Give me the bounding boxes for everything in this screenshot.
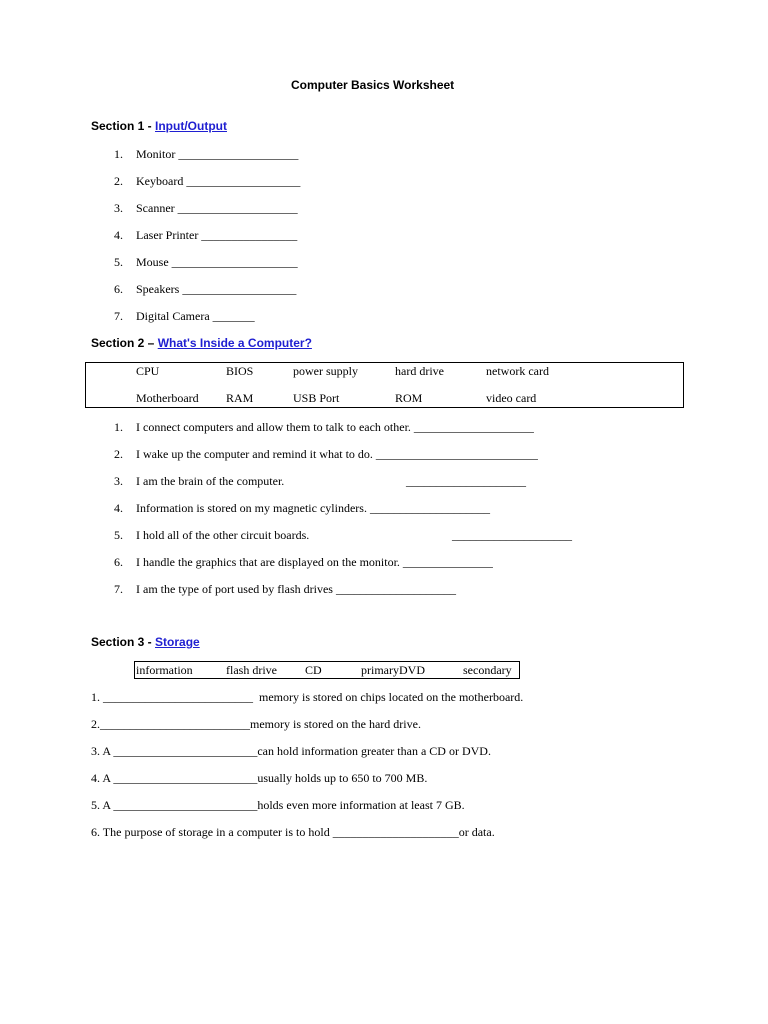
list-item-number: 3. bbox=[114, 474, 123, 488]
list-item: 3. A ________________________can hold information greater than a CD or DVD. bbox=[91, 744, 491, 758]
list-item: I hold all of the other circuit boards. bbox=[136, 528, 310, 542]
word-bank-term: USB Port bbox=[293, 391, 340, 405]
list-item: Information is stored on my magnetic cylinders. ____________________ bbox=[136, 501, 490, 515]
list-item: 5. A ________________________holds even more information at least 7 GB. bbox=[91, 798, 465, 812]
list-item: Laser Printer ________________ bbox=[136, 228, 298, 242]
list-item: Scanner ____________________ bbox=[136, 201, 298, 215]
list-item-number: 7. bbox=[114, 582, 123, 596]
word-bank-term: DVD bbox=[399, 663, 425, 677]
section-1-heading bbox=[91, 119, 227, 133]
word-bank-term: flash drive bbox=[226, 663, 277, 677]
list-item-number: 3. bbox=[114, 201, 123, 215]
list-item-number: 5. bbox=[114, 255, 123, 269]
list-item: I wake up the computer and remind it what to do. ___________________________ bbox=[136, 447, 538, 461]
list-item: I am the type of port used by flash drives ____________________ bbox=[136, 582, 456, 596]
list-item: 4. A ________________________usually holds up to 650 to 700 MB. bbox=[91, 771, 428, 785]
word-bank-term: power supply bbox=[293, 364, 358, 378]
section-2-label: Section 2 – bbox=[91, 336, 158, 350]
list-item: 2._________________________memory is stored on the hard drive. bbox=[91, 717, 421, 731]
list-item: Digital Camera _______ bbox=[136, 309, 255, 323]
list-item: Keyboard ___________________ bbox=[136, 174, 301, 188]
list-item: I handle the graphics that are displayed on the monitor. _______________ bbox=[136, 555, 493, 569]
list-item-number: 1. bbox=[114, 147, 123, 161]
page-title: Computer Basics Worksheet bbox=[291, 78, 455, 92]
list-item: 1. _________________________ memory is stored on chips located on the motherboard. bbox=[91, 690, 524, 704]
list-item: I am the brain of the computer. bbox=[136, 474, 285, 488]
section-3-heading bbox=[91, 635, 200, 649]
list-item-number: 6. bbox=[114, 282, 123, 296]
list-item: Monitor ____________________ bbox=[136, 147, 299, 161]
list-item-number: 1. bbox=[114, 420, 123, 434]
word-bank-term: Motherboard bbox=[136, 391, 199, 405]
list-item-number: 7. bbox=[114, 309, 123, 323]
answer-blank: ____________________ bbox=[406, 474, 526, 488]
word-bank-term: information bbox=[136, 663, 193, 677]
section-3-link[interactable]: Storage bbox=[155, 635, 200, 649]
word-bank-term: network card bbox=[486, 364, 549, 378]
word-bank-term: ROM bbox=[395, 391, 423, 405]
list-item: Mouse _____________________ bbox=[136, 255, 298, 269]
word-bank-term: video card bbox=[486, 391, 537, 405]
list-item-number: 2. bbox=[114, 174, 123, 188]
section-3-label: Section 3 - bbox=[91, 635, 156, 649]
word-bank-term: primary bbox=[361, 663, 399, 677]
section-1-label: Section 1 - bbox=[91, 119, 156, 133]
list-item-number: 5. bbox=[114, 528, 123, 542]
word-bank-term: CPU bbox=[136, 364, 160, 378]
list-item: Speakers ___________________ bbox=[136, 282, 297, 296]
answer-blank: ____________________ bbox=[452, 528, 572, 542]
word-bank-term: hard drive bbox=[395, 364, 444, 378]
list-item-number: 6. bbox=[114, 555, 123, 569]
list-item-number: 4. bbox=[114, 228, 123, 242]
list-item: I connect computers and allow them to talk to each other. ____________________ bbox=[136, 420, 534, 434]
section-2-heading bbox=[91, 336, 312, 350]
list-item-number: 4. bbox=[114, 501, 123, 515]
section-1-link[interactable]: Input/Output bbox=[155, 119, 227, 133]
word-bank-term: secondary bbox=[463, 663, 512, 677]
list-item-number: 2. bbox=[114, 447, 123, 461]
word-bank-term: BIOS bbox=[226, 364, 254, 378]
word-bank-term: RAM bbox=[226, 391, 254, 405]
section-2-link[interactable]: What's Inside a Computer? bbox=[157, 336, 312, 350]
list-item: 6. The purpose of storage in a computer is to hold _____________________or data. bbox=[91, 825, 495, 839]
word-bank-term: CD bbox=[305, 663, 322, 677]
